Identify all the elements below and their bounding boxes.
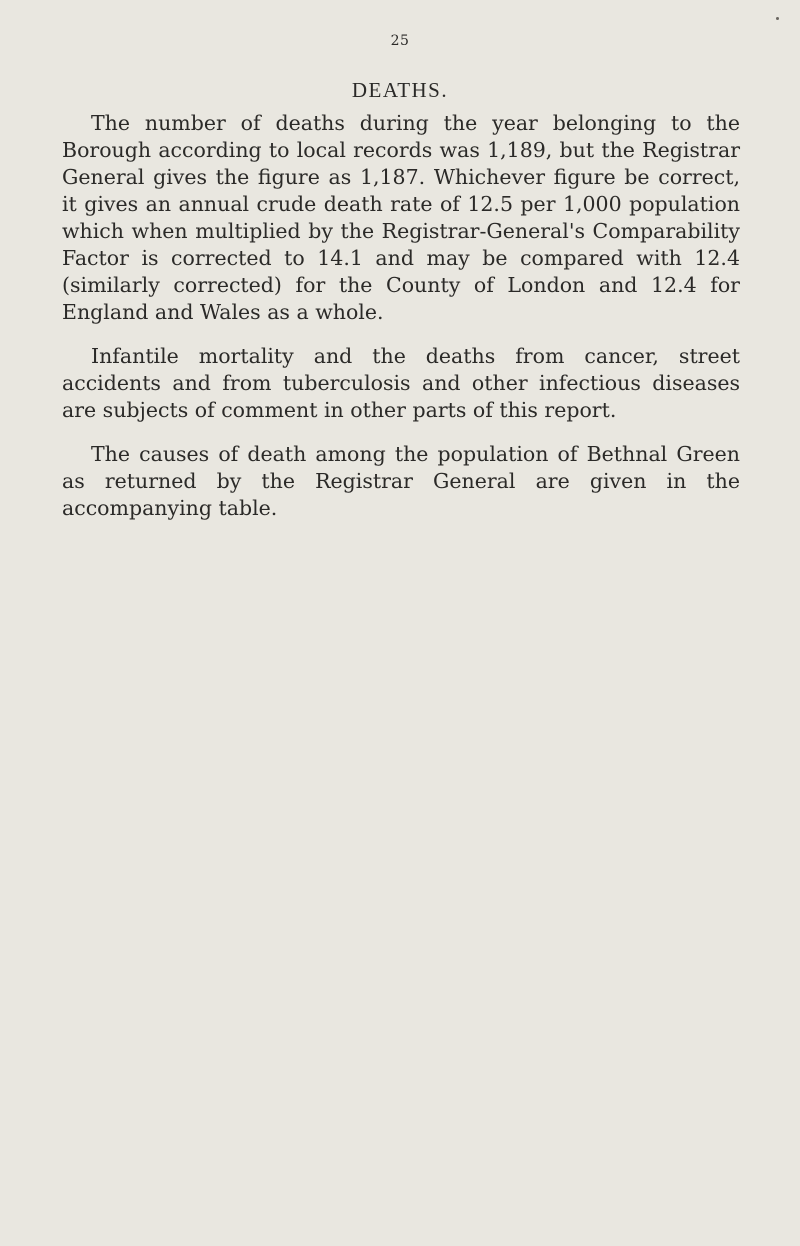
body-text — [62, 110, 740, 539]
paragraph-infantile-mortality: Infantile mortality and the deaths from cancer, street accidents and from tuberculosis and other infectious diseases are subjects of comment in other parts of this report. — [62, 344, 740, 422]
section-heading: DEATHS. — [351, 78, 449, 102]
paper-speck — [776, 17, 779, 20]
page-number: 25 — [390, 33, 410, 49]
paragraph-causes-of-death: The causes of death among the population of Bethnal Green as returned by the Registrar General are given in the accompanying table. — [62, 442, 740, 520]
paragraph-death-count: The number of deaths during the year belonging to the Borough according to local records was 1,189, but the Registrar General gives the figure as 1,187. Whichever figure be correct, it gives an annual crude death rate of 12.5 per 1,000 population which when multiplied by the Registrar-General's Comparability Factor is corrected to 14.1 and may be compared with 12.4 (similarly corrected) for the County of London and 12.4 for England and Wales as a whole. — [62, 111, 740, 324]
